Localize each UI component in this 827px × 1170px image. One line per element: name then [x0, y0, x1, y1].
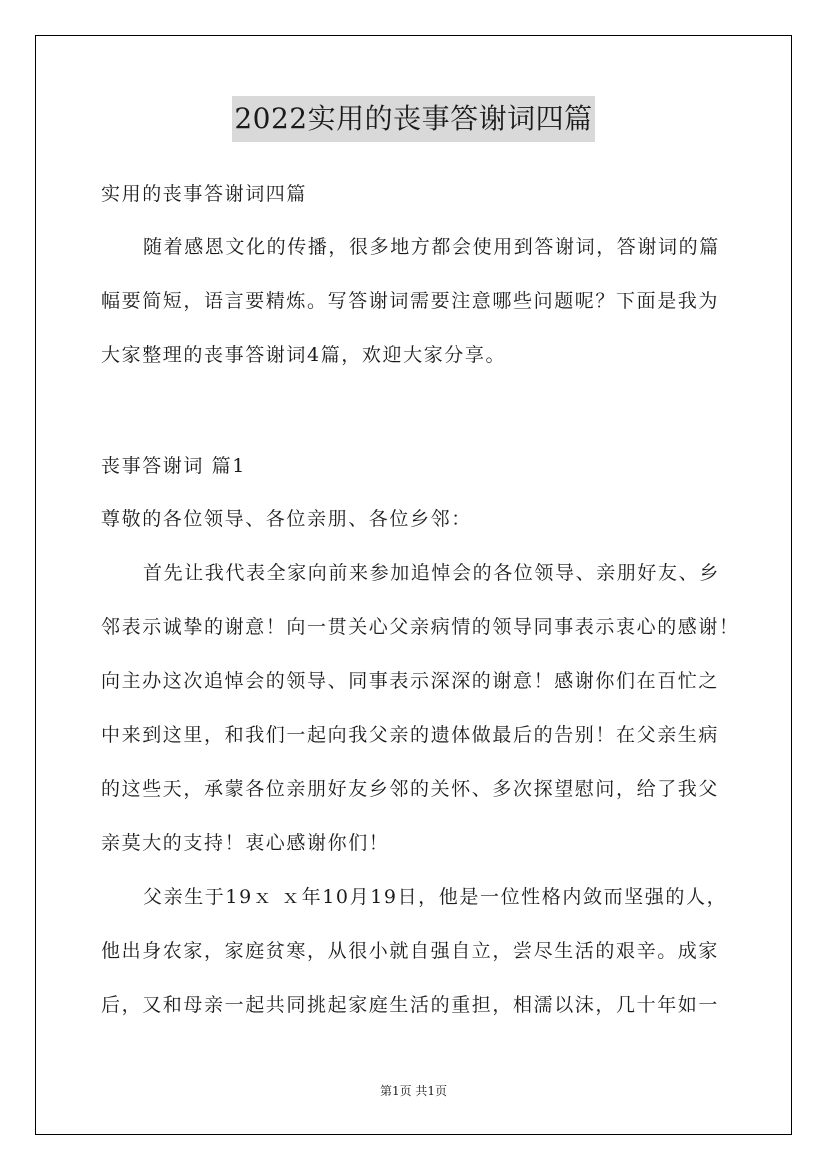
section-heading: 丧事答谢词 篇1: [101, 455, 246, 477]
paragraph2-line-3: 后，又和母亲一起共同挑起家庭生活的重担，相濡以沫，几十年如一: [101, 994, 720, 1016]
intro-line-2: 幅要简短，语言要精炼。写答谢词需要注意哪些问题呢？下面是我为: [101, 290, 720, 312]
paragraph1-line-6: 亲莫大的支持！衷心感谢你们！: [101, 832, 390, 854]
paragraph1-line-4: 中来到这里，和我们一起向我父亲的遗体做最后的告别！在父亲生病: [101, 724, 720, 746]
paragraph1-line-5: 的这些天，承蒙各位亲朋好友乡邻的关怀、多次探望慰问，给了我父: [101, 778, 720, 800]
paragraph1-line-1: 首先让我代表全家向前来参加追悼会的各位领导、亲朋好友、乡: [143, 562, 720, 584]
page-footer: 第1页 共1页: [379, 1084, 448, 1098]
document-title: 2022实用的丧事答谢词四篇: [232, 96, 594, 142]
salutation: 尊敬的各位领导、各位亲朋、各位乡邻：: [101, 508, 472, 530]
document-subtitle: 实用的丧事答谢词四篇: [101, 183, 308, 205]
paragraph1-line-2: 邻表示诚挚的谢意！向一贯关心父亲病情的领导同事表示衷心的感谢！: [101, 616, 740, 638]
paragraph1-line-3: 向主办这次追悼会的领导、同事表示深深的谢意！感谢你们在百忙之: [101, 670, 720, 692]
paragraph2-line-2: 他出身农家，家庭贫寒，从很小就自强自立，尝尽生活的艰辛。成家: [101, 940, 720, 962]
title-container: [0, 96, 827, 142]
intro-line-1: 随着感恩文化的传播，很多地方都会使用到答谢词，答谢词的篇: [143, 236, 720, 258]
paragraph2-line-1: 父亲生于19ｘ ｘ年10月19日，他是一位性格内敛而坚强的人，: [143, 886, 728, 908]
intro-line-3: 大家整理的丧事答谢词4篇，欢迎大家分享。: [101, 344, 507, 366]
